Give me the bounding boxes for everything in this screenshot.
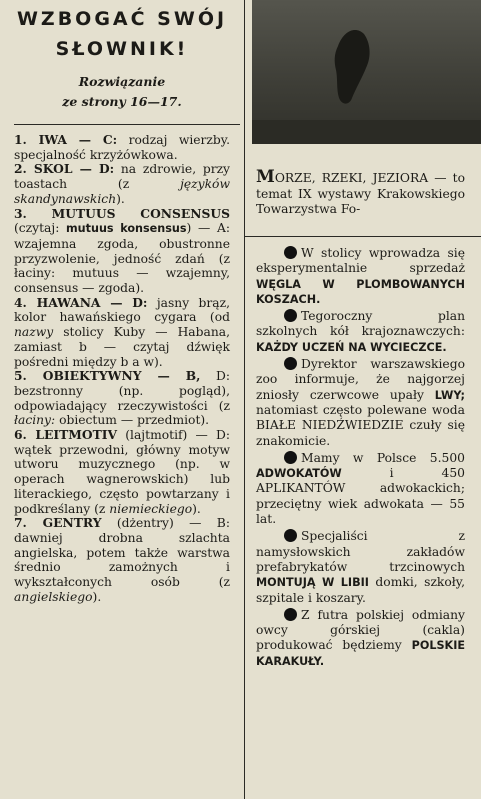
entry-italic: angielskiego — [14, 589, 93, 604]
entry — [14, 162, 230, 206]
entry-italic: niemieckiego — [109, 501, 193, 516]
photo-silhouette — [252, 0, 481, 144]
entries-list — [14, 133, 230, 605]
morze-text: ORZE, RZEKI, JEZIORA — to temat IX wystawy Krakowskiego Towarzystwa Fo- — [256, 171, 465, 216]
entry-head: 2. SKOL — D: — [14, 161, 115, 177]
news-item — [256, 246, 465, 307]
news-caps: KAŻDY UCZEŃ NA WYCIECZCE. — [256, 340, 447, 354]
entry-text-tail: ). — [116, 191, 125, 206]
column-divider — [244, 0, 245, 799]
bullet-icon — [284, 608, 297, 621]
entry-text: (czytaj: — [14, 221, 67, 236]
entry-head: 4. HAWANA — D: — [14, 294, 148, 310]
entry-text-tail: ) — A: wzajemna zgoda, obustronne przyzwolenie, jedność zdań (z łaciny: mutuus — wzajemny, consensus — zgoda). — [14, 221, 230, 296]
bullet-icon — [284, 246, 297, 259]
intro-line-1: Rozwiązanie — [78, 74, 166, 89]
news-item — [256, 309, 465, 355]
bullet-icon — [284, 357, 297, 370]
entry-text-tail: stolicy Kuby — Habana, zamiast b — czytaj dźwięk pośredni między b a w). — [14, 325, 230, 369]
news-text: W stolicy wprowadza się eksperymentalnie sprzedaż — [256, 246, 465, 276]
entry-head: 5. OBIEKTYWNY — B, — [14, 368, 201, 384]
entry-head: 1. IWA — C: — [14, 132, 118, 147]
news-caps: POLSKIE KARAKUŁY. — [256, 639, 465, 668]
bullet-icon — [284, 529, 297, 542]
news-text: Specjaliści z namysłowskich zakładów prefabrykatów trzcinowych — [256, 529, 465, 574]
news-text-tail: domki, szkoły, szpitale i koszary. — [256, 575, 465, 605]
entry-text: na zdrowie, przy toastach (z — [14, 162, 230, 192]
divider — [14, 124, 240, 125]
bullet-icon — [284, 451, 297, 464]
page-title: WZBOGAĆ SWÓJ SŁOWNIK! — [16, 8, 228, 60]
entry — [14, 428, 230, 516]
entry-head: 6. LEITMOTIV — [14, 427, 118, 443]
news-caps: WĘGLA W PLOMBOWANYCH KOSZACH. — [256, 277, 465, 306]
bullet-icon — [284, 309, 297, 322]
news-item — [256, 529, 465, 605]
entry-text: rodzaj wierzby. specjalność krzyżówkowa. — [14, 133, 231, 162]
morze-article — [256, 167, 465, 217]
news-item — [256, 451, 465, 527]
dropcap: M — [256, 167, 275, 188]
news-item — [256, 357, 465, 449]
left-column — [0, 0, 240, 799]
entry-text: D: bezstronny (np. pogląd), odpowiadający rzeczywistości (z — [14, 369, 230, 413]
entry-italic: języków skandynawskich — [14, 177, 230, 206]
news-caps: ADWOKATÓW — [256, 467, 342, 481]
intro-line-2: ze strony 16—17. — [62, 94, 182, 109]
entry-head: 3. MUTUUS CONSENSUS — [14, 205, 230, 221]
section-rule — [244, 236, 481, 237]
entry-text-tail: ). — [192, 501, 201, 516]
entry — [14, 516, 230, 604]
entry — [14, 133, 230, 162]
news-text: Z futra polskiej odmiany owcy górskiej (cakla) produkować będziemy — [256, 607, 465, 653]
news-text-tail: i 450 APLIKANTÓW adwokackich; przeciętny wiek adwokata — 55 lat. — [256, 466, 465, 527]
news-text-tail: natomiast często polewane woda BIAŁE NIEDŹWIEDZIE czuły się znakomicie. — [256, 402, 465, 448]
entry-italic: łaciny: — [14, 413, 56, 428]
entry-text: (dżentry) — B: dawniej drobna szlachta angielska, potem także warstwa średnio zamożnych i wykształconych osób (z — [14, 516, 230, 590]
photo — [252, 0, 481, 144]
entry — [14, 369, 230, 428]
news-text: Tegoroczny plan szkolnych kół krajoznawczych: — [256, 309, 465, 339]
entry-head: 7. GENTRY — [14, 515, 102, 531]
entry-italic: nazwy — [14, 325, 54, 340]
right-column — [252, 0, 481, 799]
news-text: Dyrektor warszawskiego zoo informuje, że najgorzej zniosły czerwcowe upały — [256, 357, 465, 402]
news-caps: LWY; — [434, 388, 465, 402]
entry-text: jasny brąz, kolor hawańskiego cygara (od — [14, 295, 231, 325]
intro — [14, 72, 230, 112]
entry-term: mutuus konsensus — [66, 222, 187, 236]
news-text: Mamy w Polsce 5.500 — [301, 450, 465, 465]
news-list — [256, 246, 465, 671]
entry-text: (lajtmotif) — D: wątek przewodni, główny motyw utworu muzycznego (np. w operach wagnerowskich) lub literackiego, często powtarzany i podkreślany (z — [14, 428, 230, 516]
news-caps: MONTUJĄ W LIBII — [256, 576, 369, 590]
news-item — [256, 608, 465, 669]
entry — [14, 207, 230, 296]
entry — [14, 296, 230, 370]
entry-text-tail: obiectum — przedmiot). — [55, 413, 210, 428]
entry-text-tail: ). — [92, 589, 102, 604]
